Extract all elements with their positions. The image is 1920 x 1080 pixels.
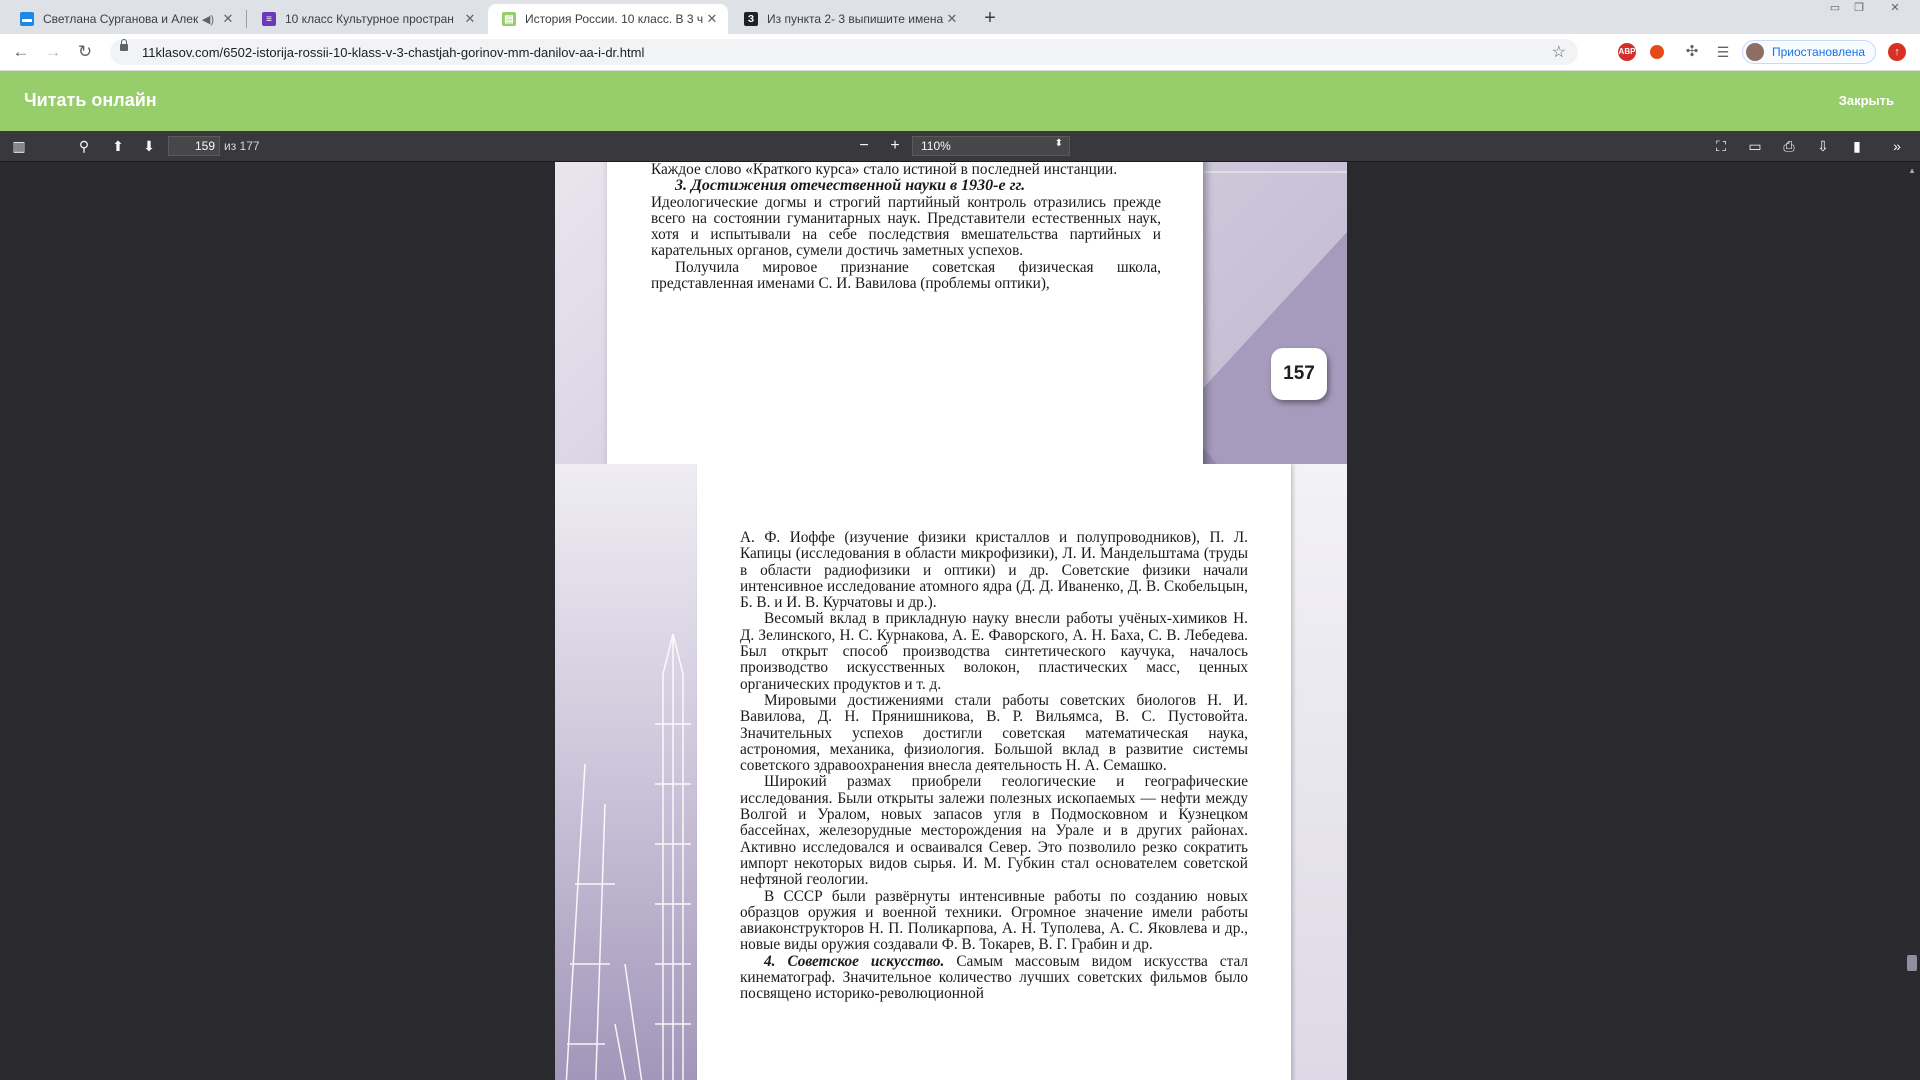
pdf-toolbar [0,131,1920,161]
znanija-icon: З [744,12,758,26]
scroll-up-icon[interactable]: ▲ [1908,166,1916,175]
tab-title: 10 класс Культурное простран [285,12,454,26]
tab-znanija[interactable] [730,4,968,34]
paragraph: Получила мировое признание советская физическая школа, представленная именами С. И. Вавилова (проблемы оптики), [651,258,1161,293]
section-heading: 3. Достижения отечественной науки в 1930-е гг. [675,177,1026,195]
reader-header [0,71,1920,131]
right-margin-band [1291,464,1347,1080]
reload-icon[interactable]: ↻ [77,42,93,61]
page-count-label: из 177 [224,139,260,153]
next-page-icon[interactable]: ⬇ [143,138,155,154]
presentation-mode-icon[interactable]: ⛶ [1716,138,1726,154]
tab-istoriya-active[interactable] [488,4,728,34]
minimize-icon[interactable]: ▭ [1829,2,1841,14]
profile-status-label: Приостановлена [1772,45,1866,59]
update-alert-icon[interactable]: ↑ [1888,43,1906,61]
tomato-icon[interactable] [1650,45,1664,59]
chevron-updown-icon: ⬍ [1054,138,1063,149]
page-158-text [740,530,1248,1003]
page-number-input[interactable]: 159 [168,136,220,156]
browser-toolbar [0,34,1920,71]
search-icon[interactable]: ⚲ [78,138,90,154]
sidebar-toggle-icon[interactable]: ▥ [12,138,26,154]
back-icon[interactable]: ← [12,42,30,61]
url-text[interactable]: 11klasov.com/6502-istorija-rossii-10-klass-v-3-chastjah-gorinov-mm-danilov-aa-i-dr.html [142,45,645,60]
bookmark-star-icon[interactable]: ☆ [1551,44,1566,61]
paragraph-section-4 [740,954,1248,1003]
paragraph: Широкий размах приобрели геологические и географические исследования. Были открыты залежи полезных ископаемых — нефти между Волгой и Уралом, новых запасов угля в Подмосковном и Кузнецком бассейнах, железорудные месторождения на Урале и в других районах. Активно исследовался и осваивался Север. Это позволило резко сократить импорт некоторых видов сырья. И. М. Губкин стал основателем советской нефтяной геологии. [740,773,1248,889]
speaker-icon[interactable]: ◀) [201,13,214,26]
profile-button[interactable] [1742,40,1876,64]
zoom-out-icon[interactable]: − [859,137,869,154]
rocket-illustration-band [555,464,697,1080]
restore-icon[interactable]: ❐ [1854,2,1864,14]
tab-kultura[interactable] [248,4,486,34]
paragraph: А. Ф. Иоффе (изучение физики кристаллов и полупроводников), П. Л. Капицы (исследования в области микрофизики), Л. И. Мандельштама (труды в области радиофизики и оптики) и др. Советские физики начали интенсивное исследование атомного ядра (Д. Д. Иваненко, Д. В. Скобельцын, Б. В. и И. В. Курчатовы и др.). [740,529,1248,612]
page-157-text [651,162,1161,292]
media-controls-icon[interactable]: ☰ [1716,44,1730,60]
window-close-icon[interactable]: ✕ [1890,2,1900,14]
close-reader-button[interactable]: Закрыть [1838,93,1894,108]
close-tab-icon[interactable]: ✕ [464,11,476,26]
tab-separator [246,10,247,28]
zoom-value: 110% [921,139,951,153]
forward-icon[interactable]: → [44,42,62,61]
tab-title: Из пункта 2- 3 выпишите имена [767,12,944,26]
scrollbar-thumb[interactable] [1907,955,1917,971]
pdf-page-158 [555,464,1347,1080]
close-tab-icon[interactable]: ✕ [706,11,718,26]
chat-icon: ▬ [22,13,32,25]
zoom-select[interactable] [912,136,1070,156]
abp-icon[interactable]: ABP [1618,43,1636,61]
tools-menu-icon[interactable]: » [1893,138,1901,154]
section-heading: 4. Советское искусство. [764,952,945,970]
paragraph: Идеологические догмы и строгий партийный контроль отразились прежде всего на состоянии гуманитарных наук. Представители естественных наук, хотя и испытывали на себе последствия вмешательства партийных и карательных органов, сумели достичь заметных успехов. [651,193,1161,260]
address-bar[interactable] [110,39,1578,65]
paragraph: В СССР были развёрнуты интенсивные работы по созданию новых образцов оружия и военной техники. Огромное значение имели работы авиаконструкторов Н. П. Поликарпова, А. Н. Туполева, А. С. Яковлева и др., новые виды оружия создавали Ф. В. Токарев, В. Г. Грабин и др. [740,887,1248,954]
paragraph-text: Самым массовым видом искусства стал кинематограф. Значительное количество лучших советских фильмов было посвящено историко-революционной [740,952,1249,1003]
paragraph: Мировыми достижениями стали работы советских биологов Н. И. Вавилова, Д. Н. Прянишникова, В. Р. Вильямса, В. С. Пустовойта. Значительных успехов достигли советская математическая наука, астрономия, механика, физиология. Большой вклад в развитие системы советского здравоохранения внесла деятельность Н. А. Семашко. [740,691,1248,775]
open-file-icon[interactable]: ▭ [1748,138,1762,154]
book-icon: ▤ [502,12,516,26]
tab-title: Светлана Сурганова и Алек [43,12,199,26]
page-number-badge: 157 [1271,348,1327,400]
reader-title: Читать онлайн [24,90,157,110]
pdf-viewer[interactable] [0,162,1920,1080]
close-tab-icon[interactable]: ✕ [222,11,234,26]
new-tab-button[interactable]: + [984,7,996,29]
paragraph: Каждое слово «Краткого курса» стало истиной в последней инстанции. [651,162,1118,178]
zoom-in-icon[interactable]: + [890,137,900,154]
avatar [1746,43,1764,61]
lock-icon [120,44,128,51]
rocket-tower-icon [555,464,697,1080]
close-tab-icon[interactable]: ✕ [946,11,958,26]
previous-page-icon[interactable]: ⬆ [112,138,124,154]
tab-title: История России. 10 класс. В 3 ч [525,12,704,26]
tab-surganova[interactable] [6,4,244,34]
paragraph: Весомый вклад в прикладную науку внесли работы учёных-химиков Н. Д. Зелинского, Н. С. Курнакова, А. Е. Фаворского, А. Н. Баха, С. В. Лебедева. Был открыт способ производства синтетического каучука, началось производство искусственных волокон, пластических масс, ценных органических продуктов и т. д. [740,610,1248,693]
vertical-scrollbar[interactable] [1904,162,1920,1080]
bookmark-icon[interactable]: ▮ [1853,138,1861,154]
tab-strip [0,0,1920,34]
print-icon[interactable]: ⎙ [1783,138,1795,154]
extensions-puzzle-icon[interactable]: ✣ [1685,43,1699,60]
download-icon[interactable]: ⇩ [1817,138,1829,154]
form-icon: ≡ [262,12,276,26]
